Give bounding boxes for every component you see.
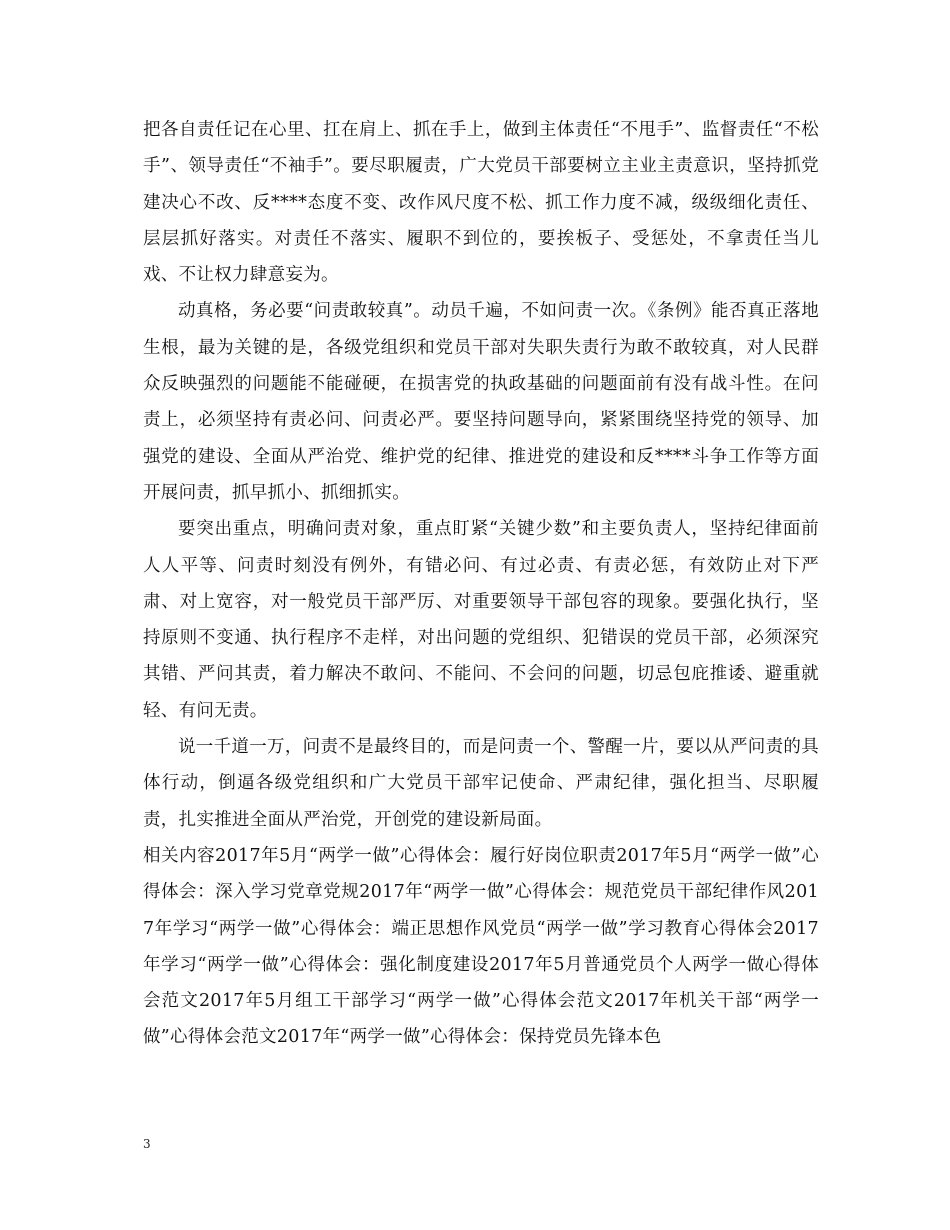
page-number: 3	[143, 1137, 151, 1151]
document-body	[143, 112, 819, 1056]
paragraph-conclusion: 说一千道一万，问责不是最终目的，而是问责一个、警醒一片，要以从严问责的具体行动，倒逼各级党组织和广大党员干部牢记使命、严肃纪律，强化担当、尽职履责，扎实推进全面从严治党，开创党的建设新局面。	[143, 737, 819, 830]
paragraph-continuation: 把各自责任记在心里、扛在肩上、抓在手上，做到主体责任“不甩手”、监督责任“不松手”、领导责任“不袖手”。要尽职履责，广大党员干部要树立主业主责意识，坚持抓党建决心不改、反****态度不变、改作风尺度不松、抓工作力度不减，级级细化责任、层层抓好落实。对责任不落实、履职不到位的，要挨板子、受惩处，不拿责任当儿戏、不让权力肆意妄为。	[143, 120, 819, 286]
paragraph-focus: 要突出重点，明确问责对象，重点盯紧“关键少数”和主要负责人，坚持纪律面前人人平等、问责时刻没有例外，有错必问、有过必责、有责必惩，有效防止对下严肃、对上宽容，对一般党员干部严厉、对重要领导干部包容的现象。要强化执行，坚持原则不变通、执行程序不走样，对出问题的党组织、犯错误的党员干部，必须深究其错、严问其责，着力解决不敢问、不能问、不会问的问题，切忌包庇推诿、避重就轻、有问无责。	[143, 519, 819, 721]
paragraph-related-content: 相关内容2017年5月“两学一做”心得体会：履行好岗位职责2017年5月“两学一做”心得体会：深入学习党章党规2017年“两学一做”心得体会：规范党员干部纪律作风2017年学习“两学一做”心得体会：端正思想作风党员“两学一做”学习教育心得体会2017年学习“两学一做”心得体会：强化制度建设2017年5月普通党员个人两学一做心得体会范文2017年5月组工干部学习“两学一做”心得体会范文2017年机关干部“两学一做”心得体会范文2017年“两学一做”心得体会：保持党员先锋本色	[143, 845, 819, 1048]
paragraph-accountability: 动真格，务必要“问责敢较真”。动员千遍，不如问责一次。《条例》能否真正落地生根，最为关键的是，各级党组织和党员干部对失职失责行为敢不敢较真，对人民群众反映强烈的问题能不能碰硬，在损害党的执政基础的问题面前有没有战斗性。在问责上，必须坚持有责必问、问责必严。要坚持问题导向，紧紧围绕坚持党的领导、加强党的建设、全面从严治党、维护党的纪律、推进党的建设和反****斗争工作等方面开展问责，抓早抓小、抓细抓实。	[143, 301, 819, 503]
